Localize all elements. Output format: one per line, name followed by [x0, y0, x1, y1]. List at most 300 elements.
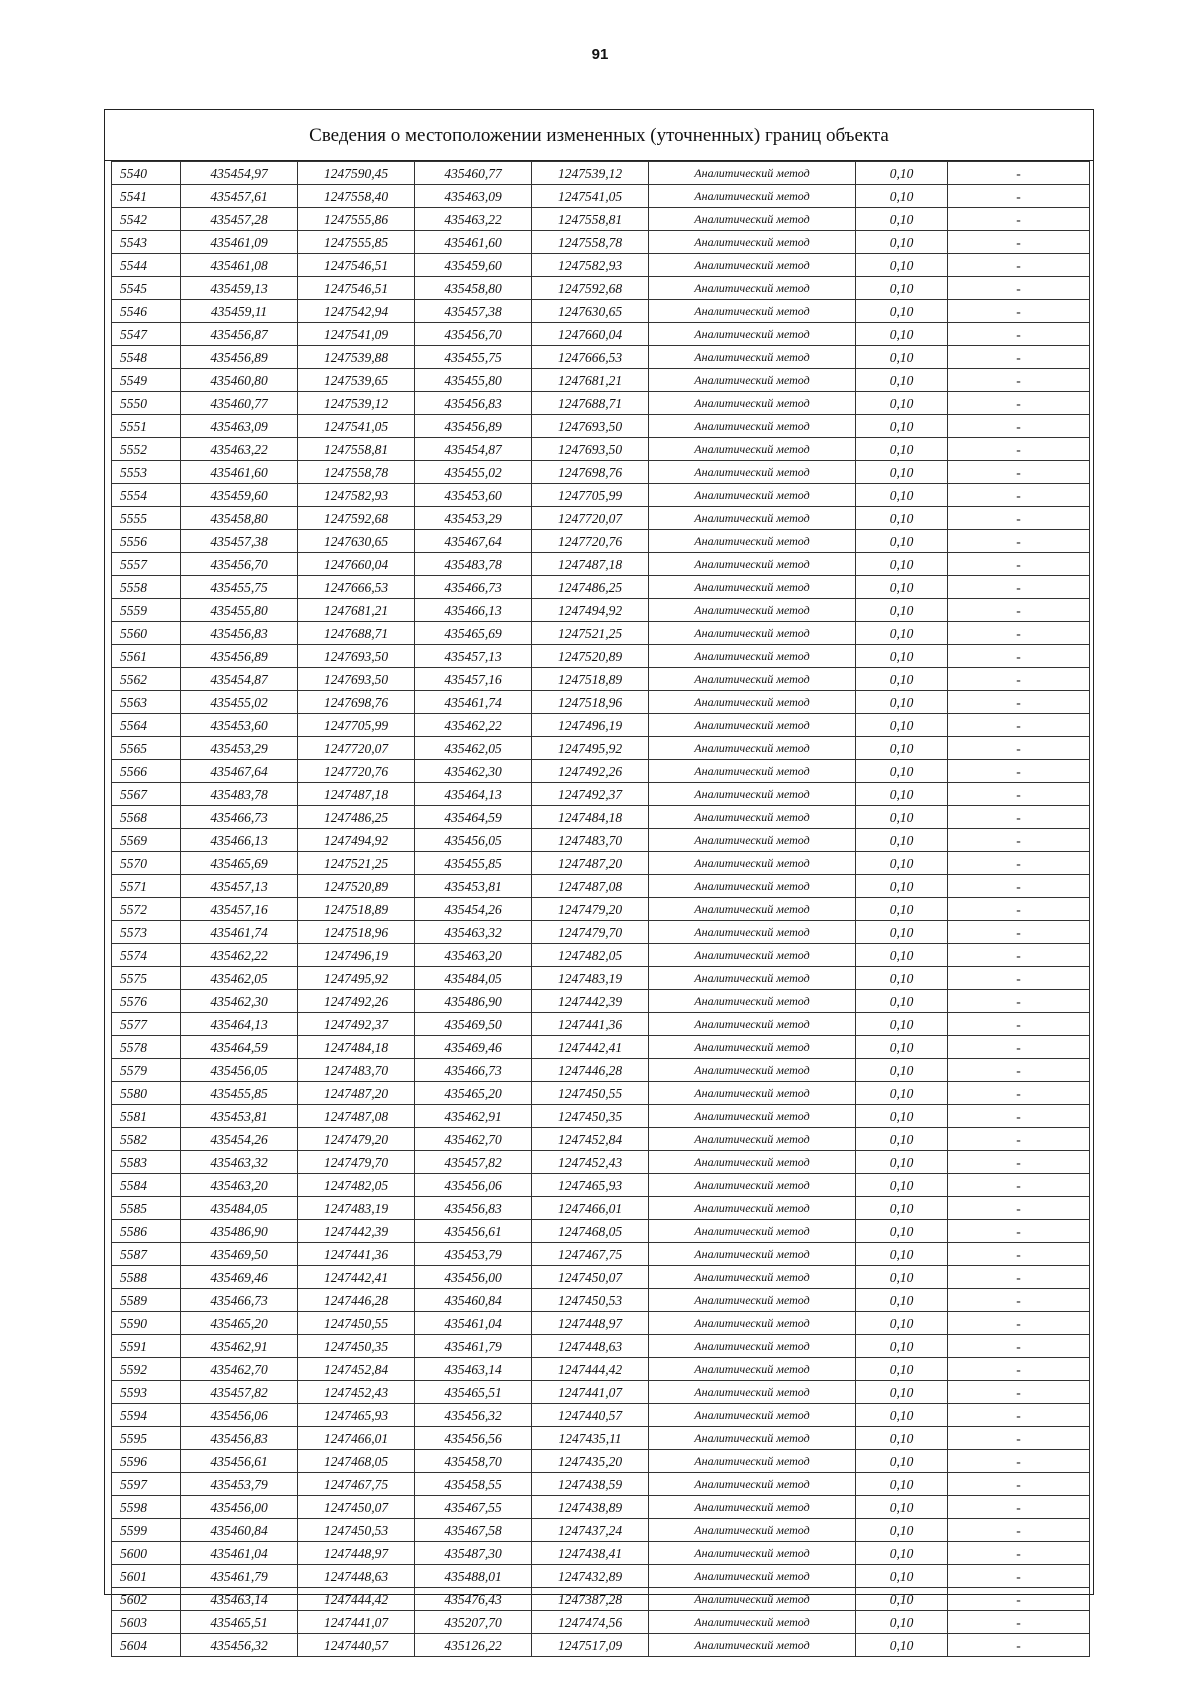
method-cell: Аналитический метод [649, 921, 856, 944]
x-from-cell: 435461,08 [181, 254, 298, 277]
note-cell: - [948, 852, 1090, 875]
x-to-cell: 435456,56 [415, 1427, 532, 1450]
method-cell: Аналитический метод [649, 898, 856, 921]
table-row [112, 921, 1090, 944]
table-row [112, 1427, 1090, 1450]
x-from-cell: 435457,38 [181, 530, 298, 553]
x-from-cell: 435456,83 [181, 622, 298, 645]
note-cell: - [948, 162, 1090, 185]
method-cell: Аналитический метод [649, 1197, 856, 1220]
x-from-cell: 435456,70 [181, 553, 298, 576]
x-to-cell: 435486,90 [415, 990, 532, 1013]
table-row [112, 1358, 1090, 1381]
y-from-cell: 1247448,63 [298, 1565, 415, 1588]
point-number-cell: 5578 [112, 1036, 181, 1059]
method-cell: Аналитический метод [649, 1381, 856, 1404]
point-number-cell: 5540 [112, 162, 181, 185]
point-number-cell: 5593 [112, 1381, 181, 1404]
x-to-cell: 435456,83 [415, 1197, 532, 1220]
y-from-cell: 1247450,53 [298, 1519, 415, 1542]
point-number-cell: 5602 [112, 1588, 181, 1611]
accuracy-cell: 0,10 [856, 1174, 948, 1197]
x-from-cell: 435456,05 [181, 1059, 298, 1082]
table-row [112, 944, 1090, 967]
note-cell: - [948, 875, 1090, 898]
table-row [112, 507, 1090, 530]
point-number-cell: 5556 [112, 530, 181, 553]
table-row [112, 1197, 1090, 1220]
table-row [112, 1450, 1090, 1473]
accuracy-cell: 0,10 [856, 737, 948, 760]
method-cell: Аналитический метод [649, 208, 856, 231]
x-to-cell: 435458,80 [415, 277, 532, 300]
point-number-cell: 5552 [112, 438, 181, 461]
y-from-cell: 1247558,78 [298, 461, 415, 484]
table-row [112, 553, 1090, 576]
note-cell: - [948, 1404, 1090, 1427]
method-cell: Аналитический метод [649, 668, 856, 691]
x-from-cell: 435454,26 [181, 1128, 298, 1151]
table-row [112, 1519, 1090, 1542]
x-to-cell: 435456,06 [415, 1174, 532, 1197]
x-from-cell: 435456,00 [181, 1496, 298, 1519]
accuracy-cell: 0,10 [856, 714, 948, 737]
note-cell: - [948, 691, 1090, 714]
x-from-cell: 435466,13 [181, 829, 298, 852]
x-to-cell: 435462,22 [415, 714, 532, 737]
x-to-cell: 435464,13 [415, 783, 532, 806]
accuracy-cell: 0,10 [856, 875, 948, 898]
y-from-cell: 1247541,09 [298, 323, 415, 346]
y-from-cell: 1247542,94 [298, 300, 415, 323]
method-cell: Аналитический метод [649, 415, 856, 438]
y-to-cell: 1247452,84 [532, 1128, 649, 1151]
y-from-cell: 1247442,41 [298, 1266, 415, 1289]
boundary-sheet [104, 109, 1094, 1653]
note-cell: - [948, 1013, 1090, 1036]
x-to-cell: 435463,22 [415, 208, 532, 231]
method-cell: Аналитический метод [649, 576, 856, 599]
method-cell: Аналитический метод [649, 1243, 856, 1266]
y-to-cell: 1247441,36 [532, 1013, 649, 1036]
accuracy-cell: 0,10 [856, 1542, 948, 1565]
y-from-cell: 1247467,75 [298, 1473, 415, 1496]
accuracy-cell: 0,10 [856, 1036, 948, 1059]
method-cell: Аналитический метод [649, 553, 856, 576]
y-to-cell: 1247442,39 [532, 990, 649, 1013]
x-from-cell: 435459,60 [181, 484, 298, 507]
method-cell: Аналитический метод [649, 300, 856, 323]
x-to-cell: 435465,69 [415, 622, 532, 645]
note-cell: - [948, 760, 1090, 783]
accuracy-cell: 0,10 [856, 1450, 948, 1473]
x-to-cell: 435126,22 [415, 1634, 532, 1657]
x-from-cell: 435466,73 [181, 806, 298, 829]
accuracy-cell: 0,10 [856, 1381, 948, 1404]
y-to-cell: 1247521,25 [532, 622, 649, 645]
method-cell: Аналитический метод [649, 1059, 856, 1082]
method-cell: Аналитический метод [649, 990, 856, 1013]
accuracy-cell: 0,10 [856, 300, 948, 323]
point-number-cell: 5561 [112, 645, 181, 668]
point-number-cell: 5564 [112, 714, 181, 737]
x-from-cell: 435453,81 [181, 1105, 298, 1128]
x-from-cell: 435466,73 [181, 1289, 298, 1312]
note-cell: - [948, 1611, 1090, 1634]
method-cell: Аналитический метод [649, 645, 856, 668]
y-to-cell: 1247558,78 [532, 231, 649, 254]
accuracy-cell: 0,10 [856, 599, 948, 622]
method-cell: Аналитический метод [649, 1634, 856, 1657]
note-cell: - [948, 300, 1090, 323]
y-from-cell: 1247479,70 [298, 1151, 415, 1174]
y-from-cell: 1247479,20 [298, 1128, 415, 1151]
table-row [112, 346, 1090, 369]
method-cell: Аналитический метод [649, 1335, 856, 1358]
y-from-cell: 1247660,04 [298, 553, 415, 576]
method-cell: Аналитический метод [649, 1220, 856, 1243]
note-cell: - [948, 369, 1090, 392]
accuracy-cell: 0,10 [856, 1496, 948, 1519]
y-from-cell: 1247448,97 [298, 1542, 415, 1565]
note-cell: - [948, 1565, 1090, 1588]
x-to-cell: 435453,60 [415, 484, 532, 507]
accuracy-cell: 0,10 [856, 622, 948, 645]
table-row [112, 484, 1090, 507]
x-to-cell: 435453,81 [415, 875, 532, 898]
x-from-cell: 435463,22 [181, 438, 298, 461]
y-to-cell: 1247450,07 [532, 1266, 649, 1289]
method-cell: Аналитический метод [649, 783, 856, 806]
y-to-cell: 1247479,70 [532, 921, 649, 944]
accuracy-cell: 0,10 [856, 1473, 948, 1496]
note-cell: - [948, 1266, 1090, 1289]
table-row [112, 990, 1090, 1013]
point-number-cell: 5587 [112, 1243, 181, 1266]
note-cell: - [948, 1381, 1090, 1404]
method-cell: Аналитический метод [649, 1174, 856, 1197]
method-cell: Аналитический метод [649, 852, 856, 875]
x-to-cell: 435458,55 [415, 1473, 532, 1496]
y-to-cell: 1247518,96 [532, 691, 649, 714]
method-cell: Аналитический метод [649, 1082, 856, 1105]
method-cell: Аналитический метод [649, 254, 856, 277]
x-to-cell: 435464,59 [415, 806, 532, 829]
point-number-cell: 5583 [112, 1151, 181, 1174]
x-from-cell: 435483,78 [181, 783, 298, 806]
y-to-cell: 1247486,25 [532, 576, 649, 599]
point-number-cell: 5575 [112, 967, 181, 990]
note-cell: - [948, 806, 1090, 829]
table-row [112, 208, 1090, 231]
accuracy-cell: 0,10 [856, 461, 948, 484]
y-from-cell: 1247520,89 [298, 875, 415, 898]
y-to-cell: 1247438,41 [532, 1542, 649, 1565]
table-row [112, 599, 1090, 622]
accuracy-cell: 0,10 [856, 967, 948, 990]
x-from-cell: 435458,80 [181, 507, 298, 530]
y-from-cell: 1247720,76 [298, 760, 415, 783]
method-cell: Аналитический метод [649, 484, 856, 507]
x-to-cell: 435462,70 [415, 1128, 532, 1151]
y-from-cell: 1247546,51 [298, 277, 415, 300]
table-row [112, 1404, 1090, 1427]
page-number: 91 [591, 46, 609, 63]
x-from-cell: 435461,74 [181, 921, 298, 944]
x-from-cell: 435460,80 [181, 369, 298, 392]
x-from-cell: 435461,60 [181, 461, 298, 484]
point-number-cell: 5574 [112, 944, 181, 967]
table-row [112, 1266, 1090, 1289]
table-row [112, 1588, 1090, 1611]
note-cell: - [948, 1358, 1090, 1381]
y-to-cell: 1247660,04 [532, 323, 649, 346]
x-to-cell: 435456,00 [415, 1266, 532, 1289]
method-cell: Аналитический метод [649, 1289, 856, 1312]
accuracy-cell: 0,10 [856, 369, 948, 392]
y-to-cell: 1247582,93 [532, 254, 649, 277]
table-row [112, 829, 1090, 852]
y-to-cell: 1247720,07 [532, 507, 649, 530]
x-from-cell: 435455,75 [181, 576, 298, 599]
y-to-cell: 1247466,01 [532, 1197, 649, 1220]
note-cell: - [948, 1496, 1090, 1519]
table-row [112, 1473, 1090, 1496]
method-cell: Аналитический метод [649, 1611, 856, 1634]
point-number-cell: 5585 [112, 1197, 181, 1220]
x-from-cell: 435461,04 [181, 1542, 298, 1565]
point-number-cell: 5589 [112, 1289, 181, 1312]
x-to-cell: 435466,73 [415, 576, 532, 599]
accuracy-cell: 0,10 [856, 1404, 948, 1427]
table-row [112, 415, 1090, 438]
y-to-cell: 1247450,35 [532, 1105, 649, 1128]
table-row [112, 369, 1090, 392]
point-number-cell: 5541 [112, 185, 181, 208]
note-cell: - [948, 346, 1090, 369]
point-number-cell: 5550 [112, 392, 181, 415]
point-number-cell: 5596 [112, 1450, 181, 1473]
y-to-cell: 1247592,68 [532, 277, 649, 300]
x-from-cell: 435462,22 [181, 944, 298, 967]
accuracy-cell: 0,10 [856, 990, 948, 1013]
accuracy-cell: 0,10 [856, 1588, 948, 1611]
method-cell: Аналитический метод [649, 829, 856, 852]
x-from-cell: 435457,82 [181, 1381, 298, 1404]
point-number-cell: 5543 [112, 231, 181, 254]
point-number-cell: 5590 [112, 1312, 181, 1335]
table-row [112, 898, 1090, 921]
y-to-cell: 1247720,76 [532, 530, 649, 553]
table-row [112, 1565, 1090, 1588]
method-cell: Аналитический метод [649, 369, 856, 392]
y-from-cell: 1247446,28 [298, 1289, 415, 1312]
note-cell: - [948, 208, 1090, 231]
accuracy-cell: 0,10 [856, 1358, 948, 1381]
y-from-cell: 1247492,26 [298, 990, 415, 1013]
y-to-cell: 1247479,20 [532, 898, 649, 921]
y-from-cell: 1247558,40 [298, 185, 415, 208]
method-cell: Аналитический метод [649, 806, 856, 829]
method-cell: Аналитический метод [649, 1013, 856, 1036]
table-row [112, 967, 1090, 990]
y-to-cell: 1247438,59 [532, 1473, 649, 1496]
table-row [112, 1381, 1090, 1404]
point-number-cell: 5571 [112, 875, 181, 898]
method-cell: Аналитический метод [649, 1565, 856, 1588]
x-from-cell: 435467,64 [181, 760, 298, 783]
y-to-cell: 1247387,28 [532, 1588, 649, 1611]
x-from-cell: 435455,85 [181, 1082, 298, 1105]
x-to-cell: 435456,70 [415, 323, 532, 346]
y-to-cell: 1247693,50 [532, 415, 649, 438]
table-row [112, 1289, 1090, 1312]
table-row [112, 1128, 1090, 1151]
note-cell: - [948, 576, 1090, 599]
accuracy-cell: 0,10 [856, 323, 948, 346]
method-cell: Аналитический метод [649, 1128, 856, 1151]
y-from-cell: 1247630,65 [298, 530, 415, 553]
accuracy-cell: 0,10 [856, 1427, 948, 1450]
y-to-cell: 1247448,63 [532, 1335, 649, 1358]
x-to-cell: 435462,91 [415, 1105, 532, 1128]
note-cell: - [948, 415, 1090, 438]
x-from-cell: 435456,87 [181, 323, 298, 346]
note-cell: - [948, 1312, 1090, 1335]
x-to-cell: 435461,04 [415, 1312, 532, 1335]
y-from-cell: 1247450,55 [298, 1312, 415, 1335]
accuracy-cell: 0,10 [856, 185, 948, 208]
y-to-cell: 1247446,28 [532, 1059, 649, 1082]
x-from-cell: 435454,87 [181, 668, 298, 691]
point-number-cell: 5549 [112, 369, 181, 392]
table-row [112, 323, 1090, 346]
y-to-cell: 1247681,21 [532, 369, 649, 392]
note-cell: - [948, 737, 1090, 760]
x-from-cell: 435486,90 [181, 1220, 298, 1243]
y-from-cell: 1247590,45 [298, 162, 415, 185]
accuracy-cell: 0,10 [856, 806, 948, 829]
y-from-cell: 1247705,99 [298, 714, 415, 737]
point-number-cell: 5553 [112, 461, 181, 484]
y-to-cell: 1247432,89 [532, 1565, 649, 1588]
y-to-cell: 1247492,37 [532, 783, 649, 806]
method-cell: Аналитический метод [649, 1266, 856, 1289]
x-from-cell: 435456,32 [181, 1634, 298, 1657]
point-number-cell: 5545 [112, 277, 181, 300]
y-to-cell: 1247495,92 [532, 737, 649, 760]
point-number-cell: 5548 [112, 346, 181, 369]
y-from-cell: 1247555,86 [298, 208, 415, 231]
y-to-cell: 1247448,97 [532, 1312, 649, 1335]
x-from-cell: 435460,77 [181, 392, 298, 415]
accuracy-cell: 0,10 [856, 438, 948, 461]
x-from-cell: 435456,89 [181, 346, 298, 369]
point-number-cell: 5577 [112, 1013, 181, 1036]
y-to-cell: 1247487,20 [532, 852, 649, 875]
table-row [112, 875, 1090, 898]
x-to-cell: 435455,75 [415, 346, 532, 369]
accuracy-cell: 0,10 [856, 1013, 948, 1036]
note-cell: - [948, 622, 1090, 645]
point-number-cell: 5570 [112, 852, 181, 875]
x-from-cell: 435463,14 [181, 1588, 298, 1611]
table-row [112, 714, 1090, 737]
table-row [112, 1335, 1090, 1358]
accuracy-cell: 0,10 [856, 1197, 948, 1220]
y-from-cell: 1247440,57 [298, 1634, 415, 1657]
y-from-cell: 1247494,92 [298, 829, 415, 852]
y-to-cell: 1247435,11 [532, 1427, 649, 1450]
y-from-cell: 1247482,05 [298, 1174, 415, 1197]
method-cell: Аналитический метод [649, 1588, 856, 1611]
x-from-cell: 435455,02 [181, 691, 298, 714]
table-row [112, 806, 1090, 829]
x-from-cell: 435463,20 [181, 1174, 298, 1197]
table-row [112, 737, 1090, 760]
x-to-cell: 435454,87 [415, 438, 532, 461]
x-to-cell: 435461,79 [415, 1335, 532, 1358]
method-cell: Аналитический метод [649, 737, 856, 760]
method-cell: Аналитический метод [649, 392, 856, 415]
x-from-cell: 435464,13 [181, 1013, 298, 1036]
method-cell: Аналитический метод [649, 1427, 856, 1450]
note-cell: - [948, 829, 1090, 852]
note-cell: - [948, 967, 1090, 990]
note-cell: - [948, 530, 1090, 553]
x-to-cell: 435463,20 [415, 944, 532, 967]
y-from-cell: 1247450,07 [298, 1496, 415, 1519]
accuracy-cell: 0,10 [856, 1151, 948, 1174]
y-to-cell: 1247441,07 [532, 1381, 649, 1404]
y-to-cell: 1247450,55 [532, 1082, 649, 1105]
y-from-cell: 1247442,39 [298, 1220, 415, 1243]
method-cell: Аналитический метод [649, 231, 856, 254]
accuracy-cell: 0,10 [856, 553, 948, 576]
x-from-cell: 435456,83 [181, 1427, 298, 1450]
y-from-cell: 1247681,21 [298, 599, 415, 622]
note-cell: - [948, 1588, 1090, 1611]
x-from-cell: 435454,97 [181, 162, 298, 185]
accuracy-cell: 0,10 [856, 898, 948, 921]
table-row [112, 392, 1090, 415]
y-from-cell: 1247688,71 [298, 622, 415, 645]
point-number-cell: 5565 [112, 737, 181, 760]
accuracy-cell: 0,10 [856, 1289, 948, 1312]
y-from-cell: 1247496,19 [298, 944, 415, 967]
y-from-cell: 1247666,53 [298, 576, 415, 599]
table-row [112, 530, 1090, 553]
y-to-cell: 1247452,43 [532, 1151, 649, 1174]
point-number-cell: 5562 [112, 668, 181, 691]
accuracy-cell: 0,10 [856, 1220, 948, 1243]
y-to-cell: 1247484,18 [532, 806, 649, 829]
point-number-cell: 5584 [112, 1174, 181, 1197]
accuracy-cell: 0,10 [856, 645, 948, 668]
x-from-cell: 435465,51 [181, 1611, 298, 1634]
x-from-cell: 435457,13 [181, 875, 298, 898]
note-cell: - [948, 1450, 1090, 1473]
x-to-cell: 435467,64 [415, 530, 532, 553]
accuracy-cell: 0,10 [856, 783, 948, 806]
accuracy-cell: 0,10 [856, 1105, 948, 1128]
table-row [112, 1059, 1090, 1082]
table-row [112, 1634, 1090, 1657]
method-cell: Аналитический метод [649, 944, 856, 967]
y-to-cell: 1247435,20 [532, 1450, 649, 1473]
x-from-cell: 435453,29 [181, 737, 298, 760]
x-from-cell: 435453,79 [181, 1473, 298, 1496]
